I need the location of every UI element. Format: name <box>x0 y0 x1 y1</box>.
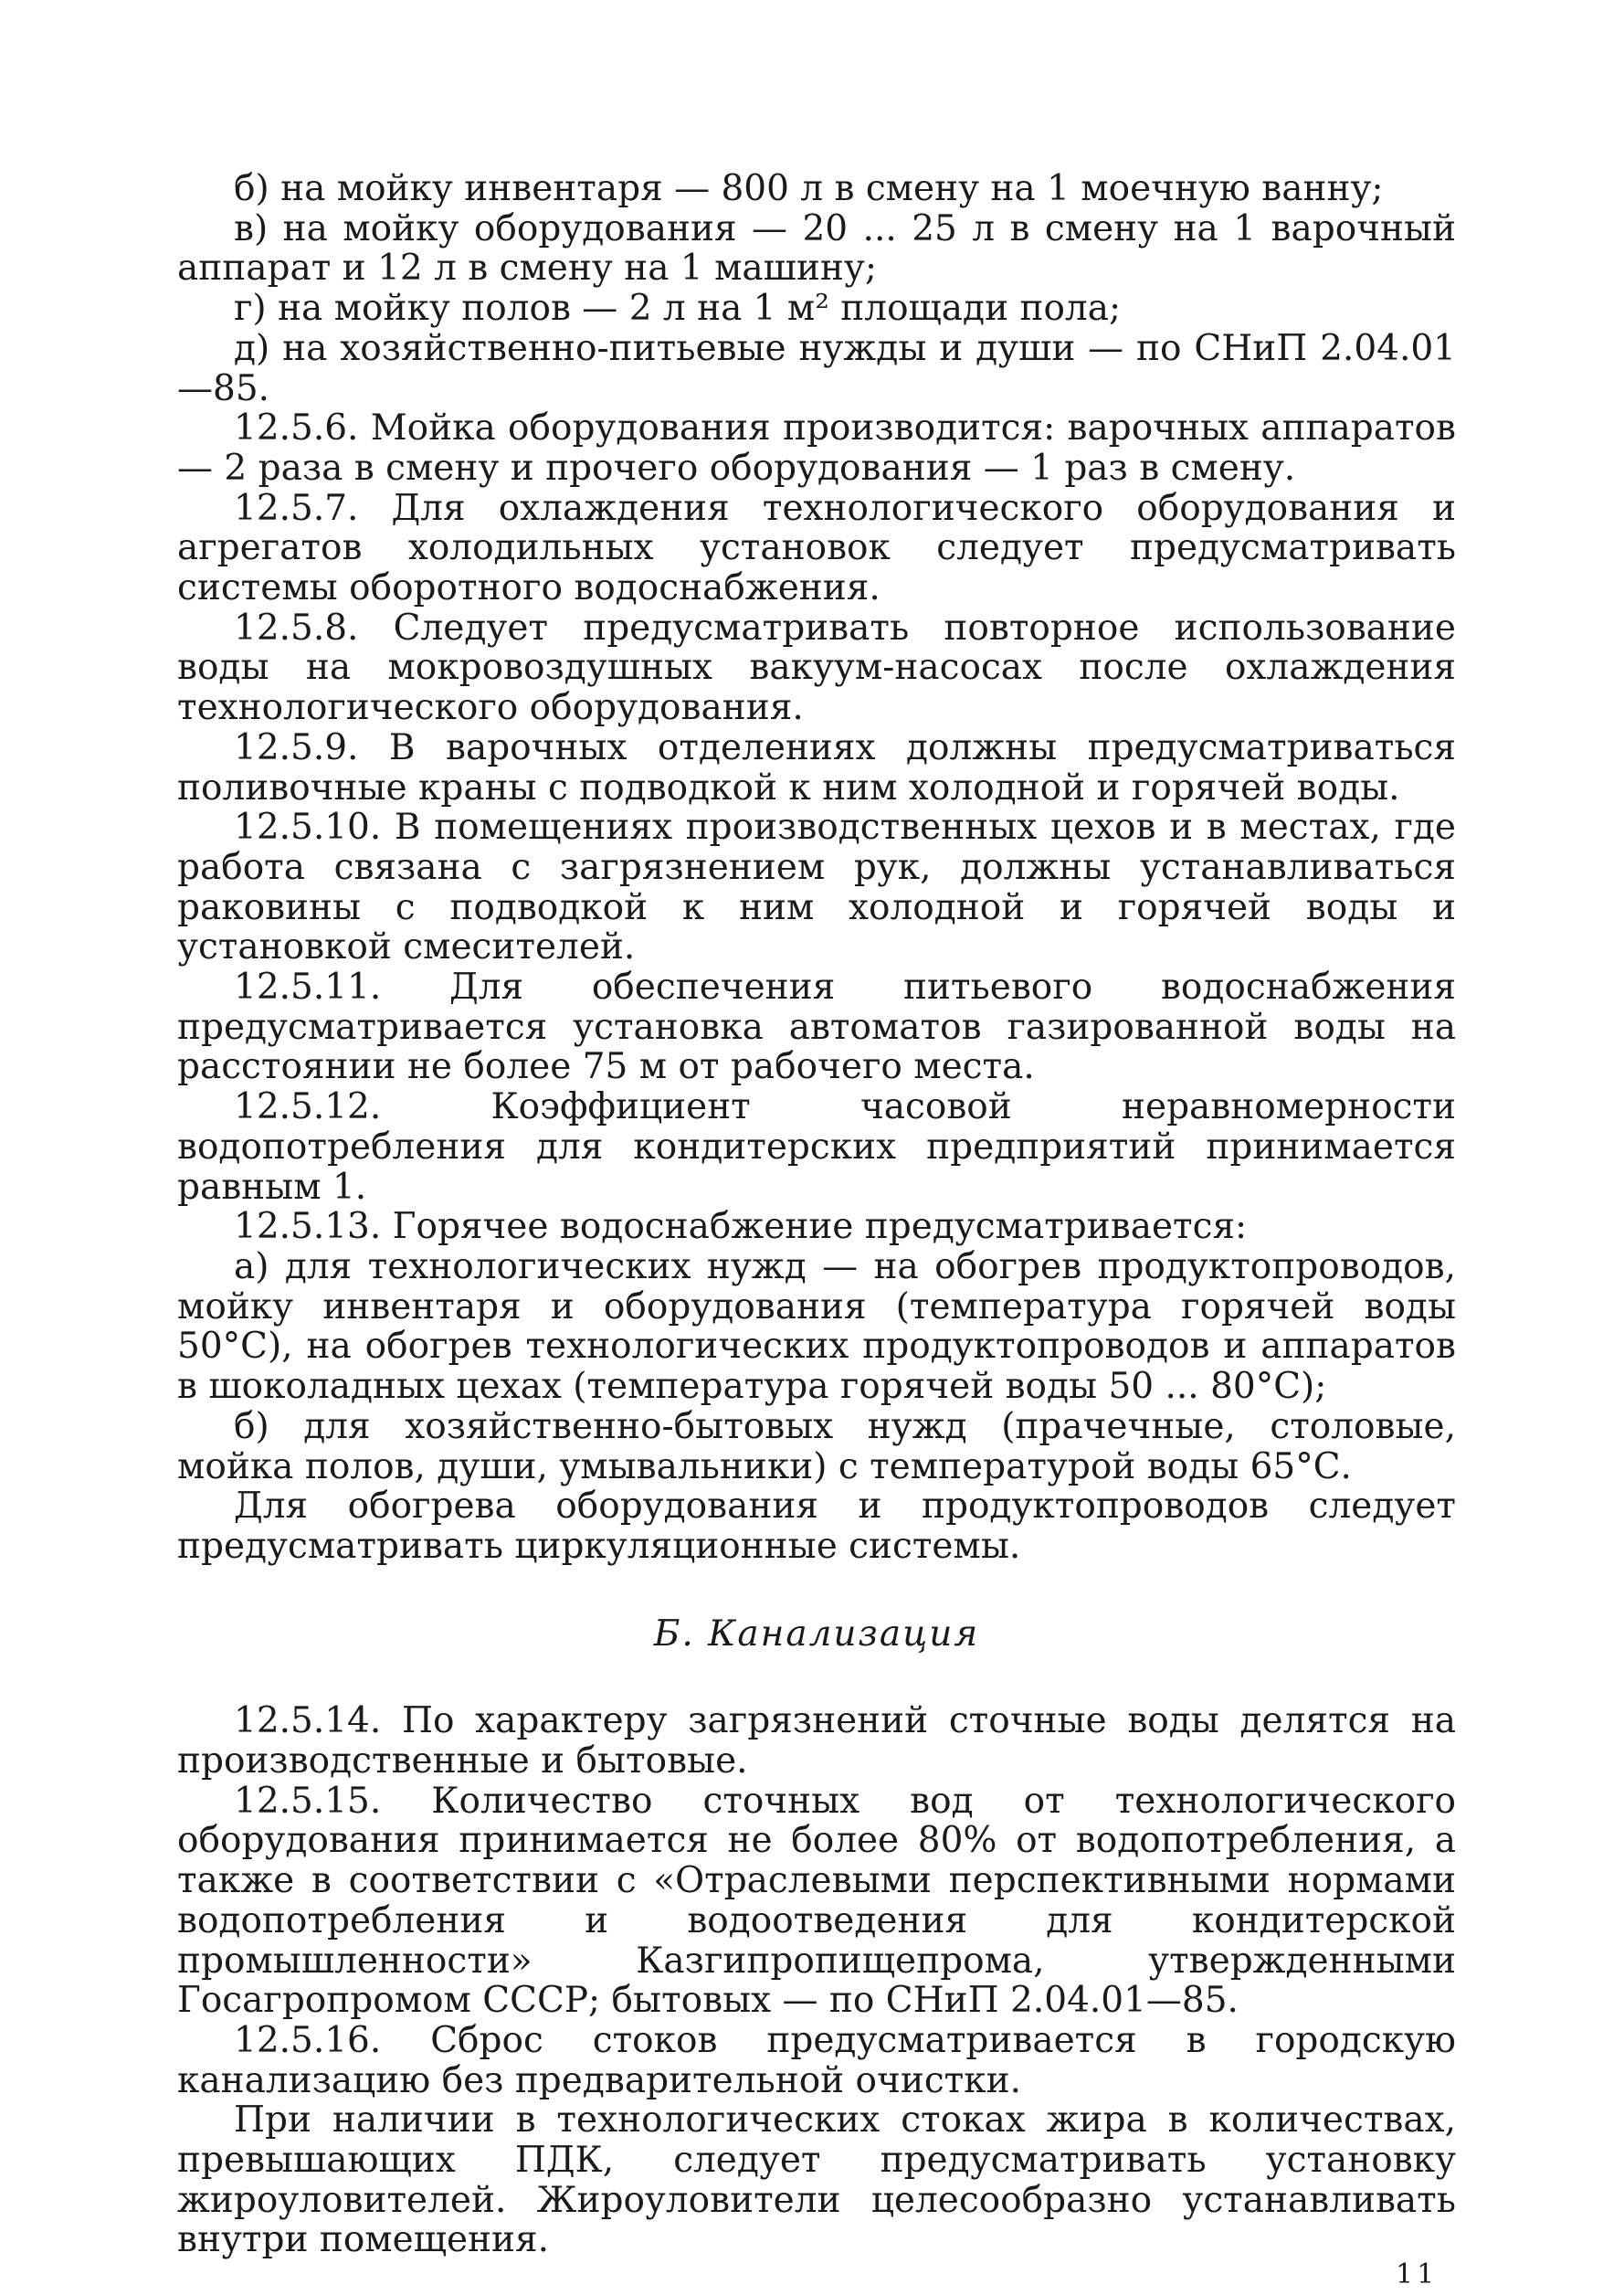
paragraph: а) для технологических нужд — на обогрев продуктопроводов, мойку инвентаря и оборудования (температура горячей воды 50°С), на обогрев технологических продуктопроводов и аппаратов в шоколадных цехах (температура горячей воды 50 ... 80°С); <box>177 1245 1456 1408</box>
paragraph: в) на мойку оборудования — 20 ... 25 л в смену на 1 варочный аппарат и 12 л в смену на 1 машину; <box>177 207 1456 290</box>
paragraph: 12.5.11. Для обеспечения питьевого водоснабжения предусматривается установка автоматов газированной воды на расстоянии не более 75 м от рабочего места. <box>177 967 1456 1088</box>
document-body <box>177 169 1456 2260</box>
paragraph: г) на мойку полов — 2 л на 1 м² площади пола; <box>234 288 1122 330</box>
section-heading: Б. Канализация <box>653 1613 980 1655</box>
paragraph: 12.5.7. Для охлаждения технологического оборудования и агрегатов холодильных установок следует предусматривать системы оборотного водоснабжения. <box>177 487 1456 609</box>
page-number: 11 <box>1396 2258 1439 2290</box>
paragraph: 12.5.13. Горячее водоснабжение предусматривается: <box>234 1206 1248 1248</box>
paragraph: 12.5.10. В помещениях производственных цехов и в местах, где работа связана с загрязнением рук, должны устанавливаться раковины с подводкой к ним холодной и горячей воды и установкой смесителей. <box>177 807 1456 968</box>
paragraph: 12.5.6. Мойка оборудования производится: варочных аппаратов — 2 раза в смену и прочего оборудования — 1 раз в смену. <box>177 407 1456 489</box>
paragraph: 12.5.12. Коэффициент часовой неравномерности водопотребления для кондитерских предприятий принимается равным 1. <box>177 1086 1456 1208</box>
paragraph: 12.5.9. В варочных отделениях должны предусматриваться поливочные краны с подводкой к ним холодной и горячей воды. <box>177 726 1456 809</box>
paragraph: 12.5.14. По характеру загрязнений сточные воды делятся на производственные и бытовые. <box>177 1700 1456 1782</box>
paragraph: 12.5.8. Следует предусматривать повторное использование воды на мокровоздушных вакуум-насосах после охлаждения технологического оборудования. <box>177 607 1456 729</box>
paragraph: б) для хозяйственно-бытовых нужд (прачечные, столовые, мойка полов, души, умывальники) с температурой воды 65°С. <box>177 1405 1456 1487</box>
paragraph: б) на мойку инвентаря — 800 л в смену на 1 моечную ванну; <box>234 168 1384 209</box>
paragraph: Для обогрева оборудования и продуктопроводов следует предусматривать циркуляционные системы. <box>177 1486 1456 1567</box>
paragraph: д) на хозяйственно-питьевые нужды и души — по СНиП 2.04.01—85. <box>177 327 1456 409</box>
paragraph: 12.5.16. Сброс стоков предусматривается в городскую канализацию без предварительной очистки. <box>177 2019 1456 2101</box>
paragraph: При наличии в технологических стоках жира в количествах, превышающих ПДК, следует предусматривать установку жироуловителей. Жироуловители целесообразно устанавливать внутри помещения. <box>177 2099 1456 2261</box>
paragraph: 12.5.15. Количество сточных вод от технологического оборудования принимается не более 80% от водопотребления, а также в соответствии с «Отраслевыми перспективными нормами водопотребления и водоотведения для кондитерской промышленности» Казгипропищепрома, утвержденными Госагропромом СССР; бытовых — по СНиП 2.04.01—85. <box>177 1780 1456 2022</box>
